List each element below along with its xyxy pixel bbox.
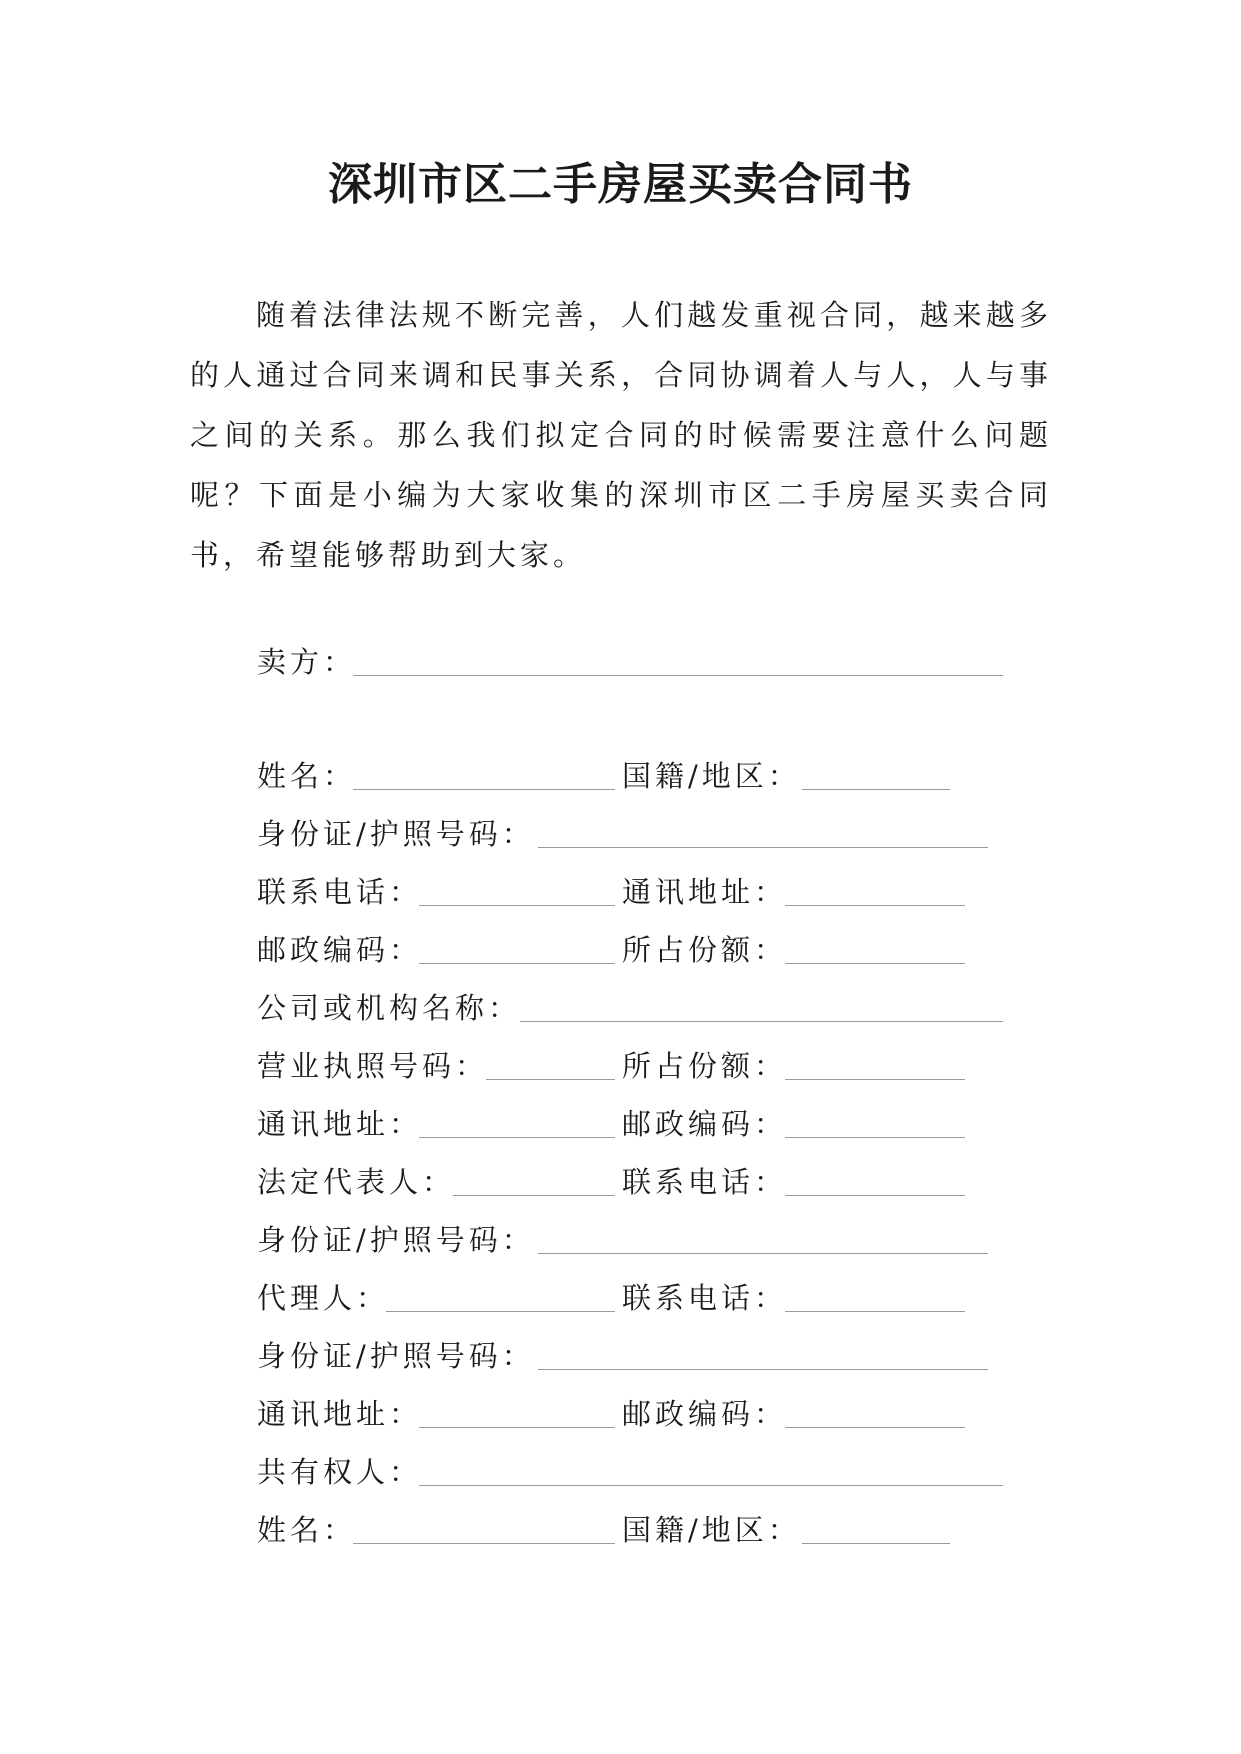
phone-blank[interactable] [419, 905, 615, 906]
seller-label: 卖方： [257, 645, 357, 679]
address-blank[interactable] [785, 905, 965, 906]
name-row [257, 756, 801, 796]
address-label: 通讯地址： [257, 1397, 423, 1431]
legal-rep-row [257, 1162, 788, 1202]
phone-blank[interactable] [785, 1195, 965, 1196]
phone-label: 联系电话： [257, 875, 423, 909]
company-row [257, 988, 521, 1028]
id-blank[interactable] [538, 847, 988, 848]
address-postcode-row [257, 1104, 788, 1144]
postcode-label: 邮政编码： [257, 933, 423, 967]
address-label: 通讯地址： [622, 875, 788, 909]
license-blank[interactable] [486, 1079, 615, 1080]
postcode-label: 邮政编码： [622, 1397, 788, 1431]
name-row [257, 1510, 801, 1550]
id-label: 身份证/护照号码： [257, 1339, 535, 1373]
id-blank[interactable] [538, 1369, 988, 1370]
address-postcode-row [257, 1394, 788, 1434]
co-owner-label: 共有权人： [257, 1455, 423, 1489]
license-label: 营业执照号码： [257, 1049, 489, 1083]
agent-row [257, 1278, 788, 1318]
share-label: 所占份额： [622, 1049, 788, 1083]
share-blank[interactable] [785, 1079, 965, 1080]
postcode-label: 邮政编码： [622, 1107, 788, 1141]
legal-rep-label: 法定代表人： [257, 1165, 456, 1199]
nationality-blank[interactable] [802, 789, 950, 790]
nationality-blank[interactable] [802, 1543, 950, 1544]
postcode-share-row [257, 930, 788, 970]
phone-blank[interactable] [785, 1311, 965, 1312]
id-row [257, 1336, 535, 1376]
address-blank[interactable] [419, 1137, 615, 1138]
co-owner-row [257, 1452, 422, 1492]
phone-address-row [257, 872, 788, 912]
seller-blank[interactable] [353, 675, 1003, 676]
name-blank[interactable] [353, 1543, 615, 1544]
co-owner-blank[interactable] [419, 1485, 1003, 1486]
name-label: 姓名： [257, 759, 357, 793]
id-blank[interactable] [538, 1253, 988, 1254]
id-label: 身份证/护照号码： [257, 817, 535, 851]
agent-blank[interactable] [386, 1311, 615, 1312]
postcode-blank[interactable] [785, 1137, 965, 1138]
address-blank[interactable] [419, 1427, 615, 1428]
nationality-label: 国籍/地区： [622, 1513, 801, 1547]
agent-label: 代理人： [257, 1281, 390, 1315]
id-row [257, 814, 535, 854]
share-blank[interactable] [785, 963, 965, 964]
company-label: 公司或机构名称： [257, 991, 522, 1025]
phone-label: 联系电话： [622, 1281, 788, 1315]
legal-rep-blank[interactable] [453, 1195, 615, 1196]
share-label: 所占份额： [622, 933, 788, 967]
address-label: 通讯地址： [257, 1107, 423, 1141]
intro-paragraph: 随着法律法规不断完善，人们越发重视合同，越来越多的人通过合同来调和民事关系，合同协调着人与人，人与事之间的关系。那么我们拟定合同的时候需要注意什么问题呢？下面是小编为大家收集的深圳市区二手房屋买卖合同书，希望能够帮助到大家。 [190, 298, 1052, 572]
postcode-blank[interactable] [419, 963, 615, 964]
nationality-label: 国籍/地区： [622, 759, 801, 793]
id-row [257, 1220, 535, 1260]
phone-label: 联系电话： [622, 1165, 788, 1199]
seller-row [257, 642, 356, 682]
id-label: 身份证/护照号码： [257, 1223, 535, 1257]
company-blank[interactable] [520, 1021, 1003, 1022]
name-label: 姓名： [257, 1513, 357, 1547]
name-blank[interactable] [353, 789, 615, 790]
document-title: 深圳市区二手房屋买卖合同书 [328, 159, 913, 210]
postcode-blank[interactable] [785, 1427, 965, 1428]
license-share-row [257, 1046, 788, 1086]
